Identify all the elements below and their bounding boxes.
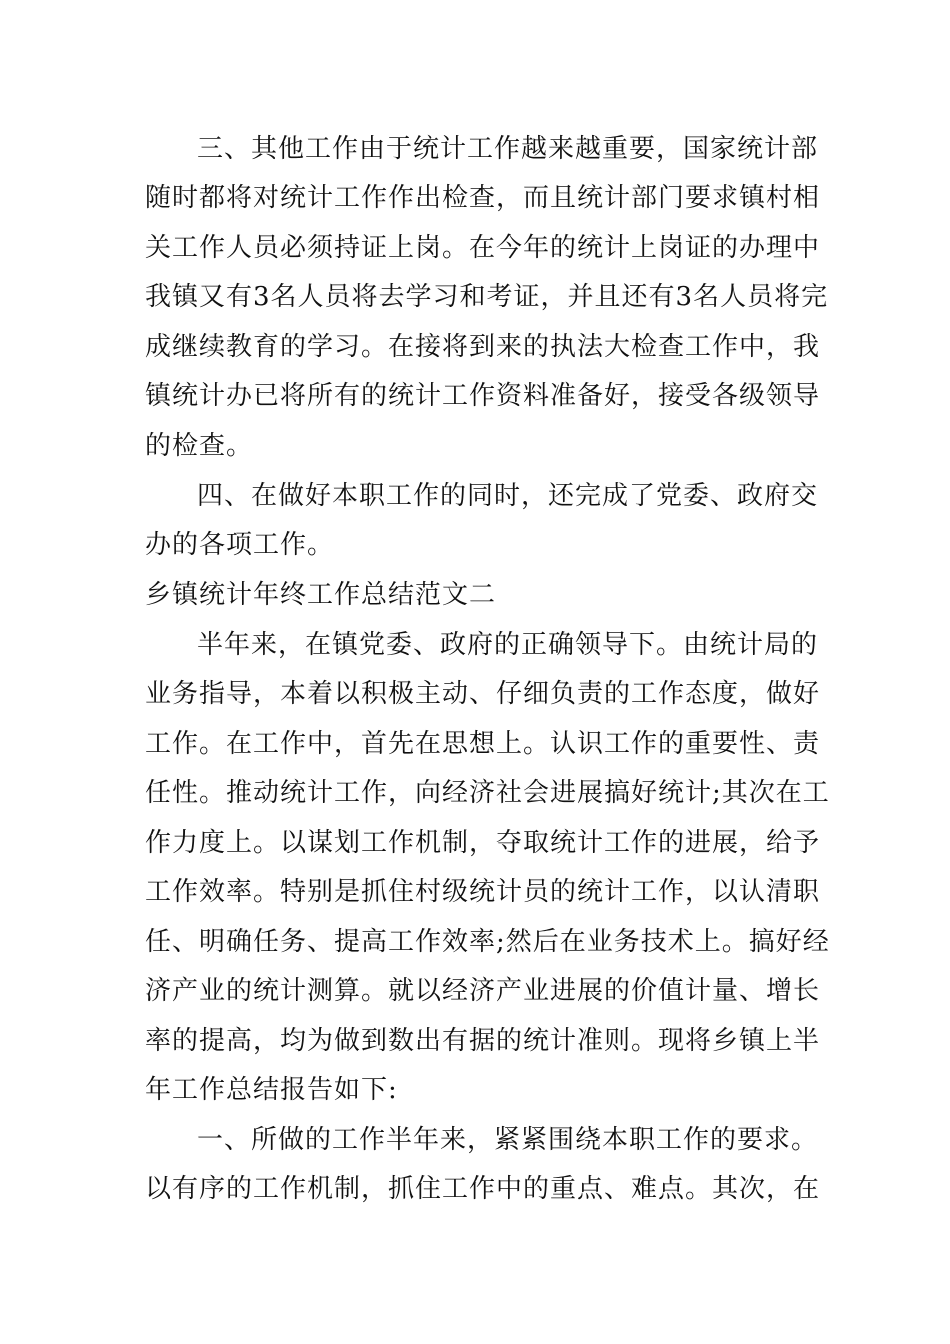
paragraph-line: 率的提高，均为做到数出有据的统计准则。现将乡镇上半 [145,1026,821,1056]
paragraph-line: 一、所做的工作半年来，紧紧围绕本职工作的要求。 [197,1125,819,1155]
paragraph-line: 以有序的工作机制，抓住工作中的重点、难点。其次，在 [145,1174,821,1204]
paragraph-line: 业务指导，本着以积极主动、仔细负责的工作态度，做好 [145,679,821,709]
paragraph-line: 我镇又有3名人员将去学习和考证，并且还有3名人员将完 [145,282,829,312]
paragraph-line: 的检查。 [145,431,254,461]
paragraph-line: 工作效率。特别是抓住村级统计员的统计工作，以认清职 [145,877,821,907]
paragraph-line: 任性。推动统计工作，向经济社会进展搞好统计;其次在工 [145,778,830,808]
paragraph-line: 关工作人员必须持证上岗。在今年的统计上岗证的办理中 [145,233,821,263]
paragraph-line: 作力度上。以谋划工作机制，夺取统计工作的进展，给予 [145,828,821,858]
paragraph-line: 三、其他工作由于统计工作越来越重要，国家统计部 [197,134,819,164]
paragraph-line: 任、明确任务、提高工作效率;然后在业务技术上。搞好经 [145,927,830,957]
paragraph-line: 办的各项工作。 [145,530,335,560]
paragraph-line: 年工作总结报告如下: [145,1075,398,1105]
paragraph-line: 半年来，在镇党委、政府的正确领导下。由统计局的 [197,630,819,660]
paragraph-line: 镇统计办已将所有的统计工作资料准备好，接受各级领导 [145,381,821,411]
paragraph-line: 随时都将对统计工作作出检查，而且统计部门要求镇村相 [145,183,821,213]
paragraph-line: 济产业的统计测算。就以经济产业进展的价值计量、增长 [145,976,821,1006]
paragraph-line: 成继续教育的学习。在接将到来的执法大检查工作中，我 [145,332,821,362]
section-heading: 乡镇统计年终工作总结范文二 [145,580,497,610]
paragraph-line: 工作。在工作中，首先在思想上。认识工作的重要性、责 [145,729,821,759]
paragraph-line: 四、在做好本职工作的同时，还完成了党委、政府交 [197,481,819,511]
